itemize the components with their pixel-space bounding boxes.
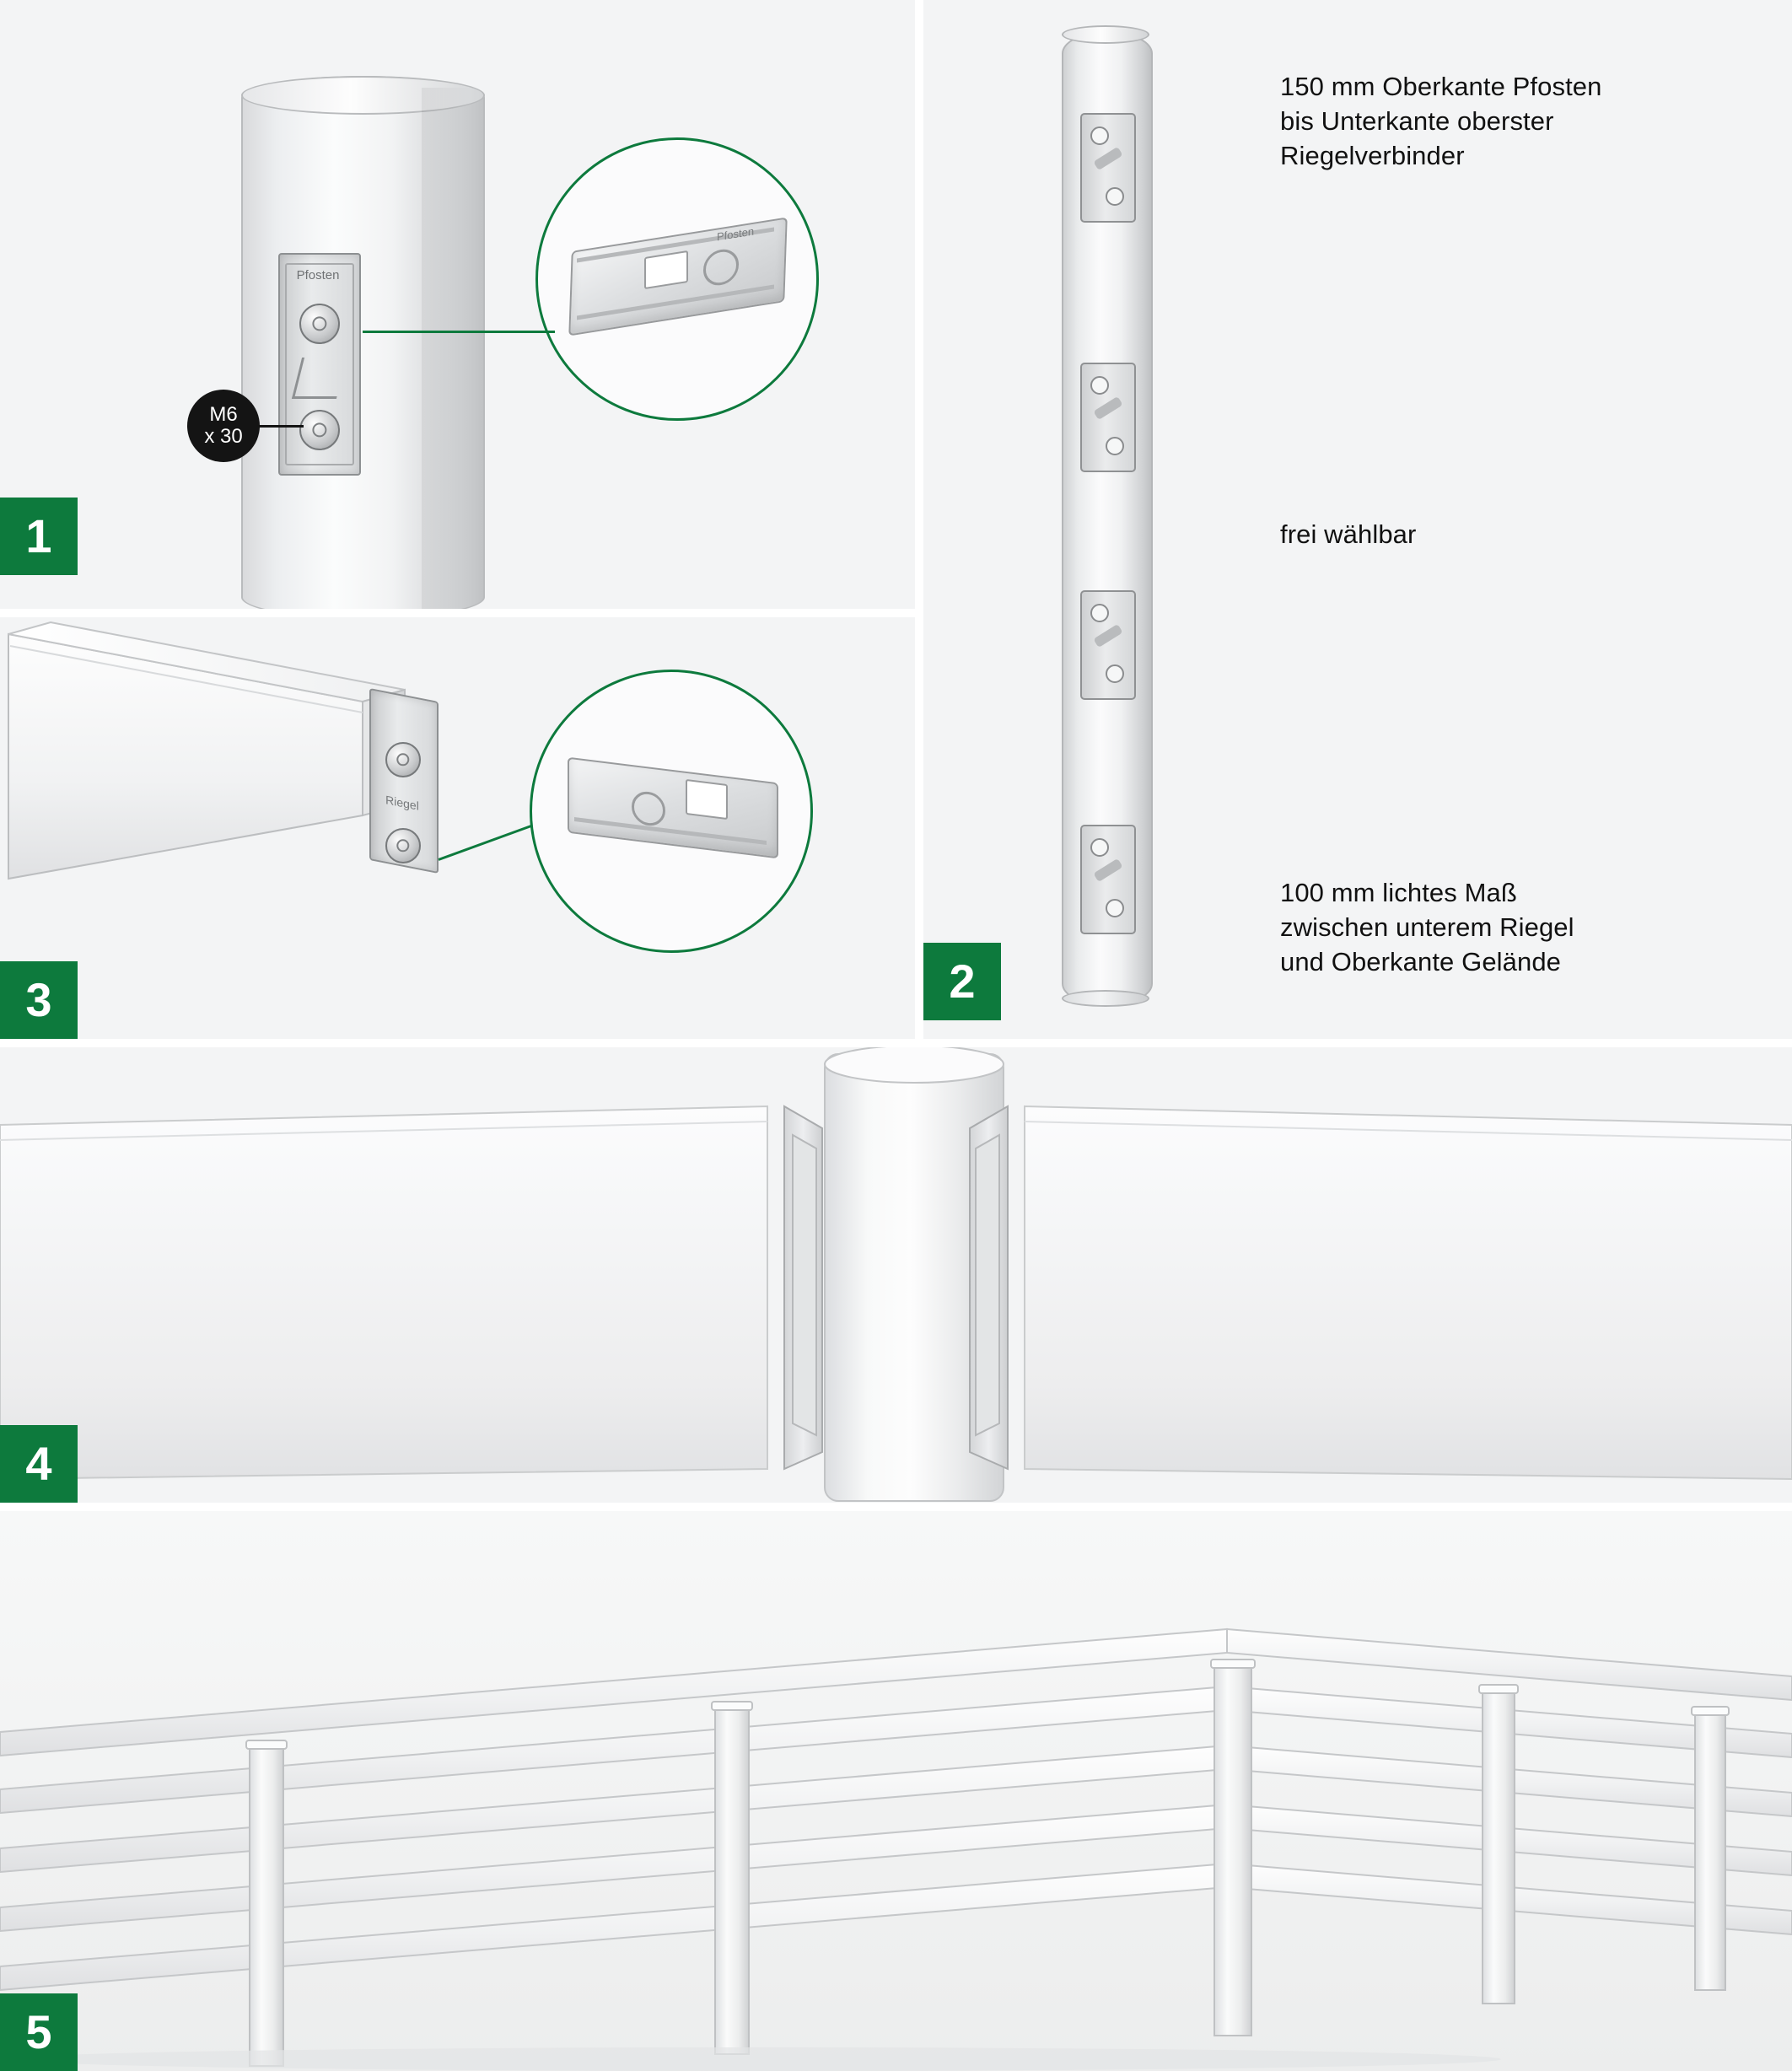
panel-step-1 <box>0 0 915 609</box>
rail-screw-top-icon <box>385 742 421 777</box>
post-clip-2 <box>1080 363 1136 472</box>
rail-connector-label: Riegel <box>385 793 419 813</box>
detail-leader-line <box>363 331 555 333</box>
post-full-cap <box>1062 25 1149 44</box>
post-connector-label: Pfosten <box>296 268 340 282</box>
post-clip-4 <box>1080 825 1136 934</box>
detail-zoom-circle <box>535 137 819 421</box>
panel4-illustration <box>0 1047 1792 1503</box>
screw-bottom-icon <box>299 410 340 450</box>
annotation-bottom-line-3: und Oberkante Gelände <box>1280 947 1562 977</box>
annotation-middle <box>1280 517 1752 551</box>
bolt-spec-line2: x 30 <box>204 425 243 448</box>
post-shadow <box>422 88 471 609</box>
panel5-illustration <box>0 1511 1792 2071</box>
bolt-spec-line1: M6 <box>209 403 238 427</box>
rail-connector-detail-slot <box>686 779 728 820</box>
annotation-top-line-3: Riegelverbinder <box>1280 141 1465 171</box>
panel-step-3 <box>0 617 915 1039</box>
rail-connector-detail-body <box>568 757 778 859</box>
annotation-bottom-line-2: zwischen unterem Riegel <box>1280 912 1574 943</box>
annotation-middle-line-1: frei wählbar <box>1280 519 1417 549</box>
step-badge-5: 5 <box>0 1993 78 2071</box>
bolt-spec-bubble <box>187 390 260 462</box>
rail-screw-bottom-icon <box>385 828 421 863</box>
step-badge-2: 2 <box>923 943 1001 1020</box>
panel-step-4 <box>0 1047 1792 1503</box>
post-full-base <box>1062 990 1149 1007</box>
annotation-top <box>1280 69 1752 174</box>
rail-detail-zoom-circle <box>530 670 813 953</box>
screw-top-icon <box>299 304 340 344</box>
panel-step-5 <box>0 1511 1792 2071</box>
step-badge-3: 3 <box>0 961 78 1039</box>
post-clip-3 <box>1080 590 1136 700</box>
annotation-top-line-2: bis Unterkante oberster <box>1280 106 1554 137</box>
step-badge-4: 4 <box>0 1425 78 1503</box>
annotation-bottom-line-1: 100 mm lichtes Maß <box>1280 878 1517 907</box>
bolt-leader-line <box>258 425 304 428</box>
annotation-top-line-1: 150 mm Oberkante Pfosten <box>1280 72 1602 101</box>
step-badge-1: 1 <box>0 498 78 575</box>
post-clip-1 <box>1080 113 1136 223</box>
connector-detail-label: Pfosten <box>717 224 755 244</box>
annotation-bottom <box>1280 875 1752 980</box>
